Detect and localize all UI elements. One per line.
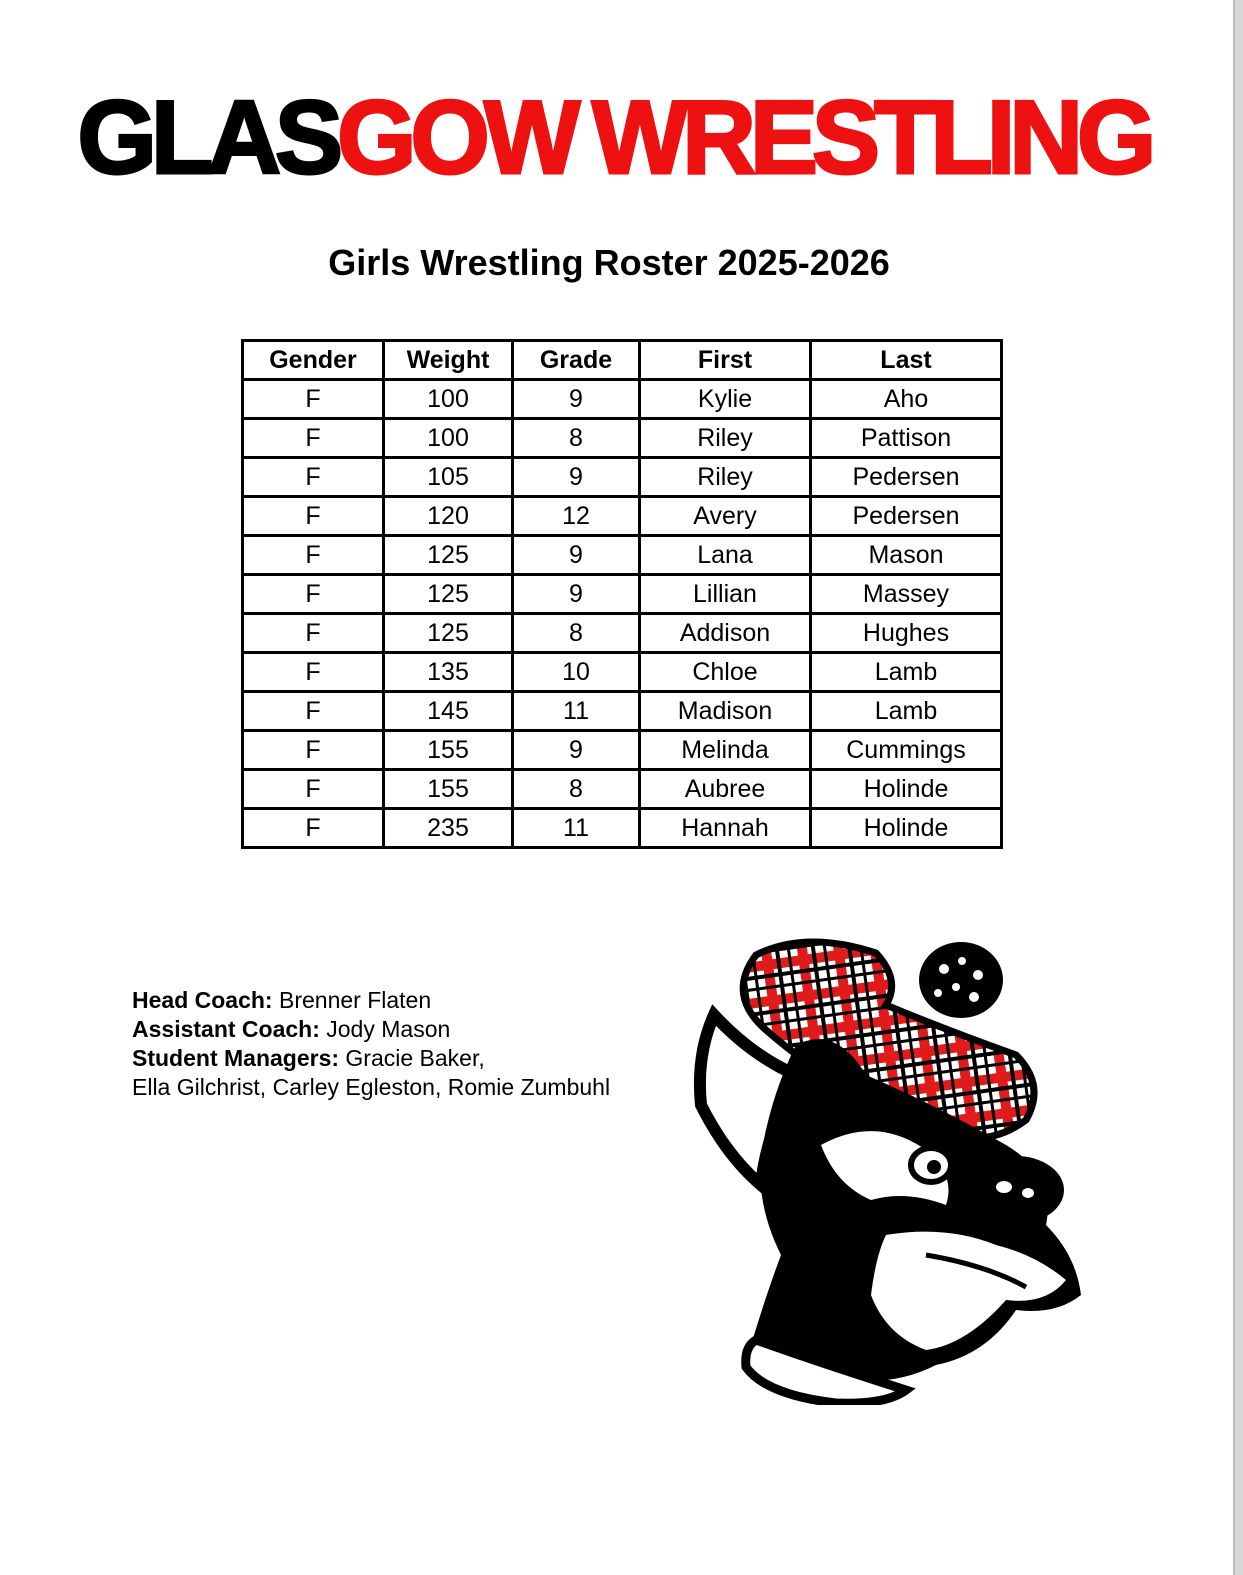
cell-last: Mason <box>811 536 1002 575</box>
cell-last: Pedersen <box>811 458 1002 497</box>
cell-grade: 11 <box>513 809 640 848</box>
cell-weight: 100 <box>384 380 513 419</box>
banner-part-1: GLAS <box>77 80 338 196</box>
table-body <box>243 380 1002 848</box>
cell-weight: 235 <box>384 809 513 848</box>
cell-last: Holinde <box>811 770 1002 809</box>
cell-grade: 11 <box>513 692 640 731</box>
cell-first: Riley <box>640 419 811 458</box>
cell-last: Hughes <box>811 614 1002 653</box>
cell-first: Kylie <box>640 380 811 419</box>
cell-last: Cummings <box>811 731 1002 770</box>
header-first: First <box>640 341 811 380</box>
roster-table <box>241 339 1003 849</box>
cell-first: Aubree <box>640 770 811 809</box>
assistant-coach-line <box>132 1015 610 1044</box>
table-row <box>243 809 1002 848</box>
scottie-dog-tam-icon <box>686 935 1096 1405</box>
cell-weight: 155 <box>384 770 513 809</box>
cell-first: Addison <box>640 614 811 653</box>
header-last: Last <box>811 341 1002 380</box>
cell-last: Aho <box>811 380 1002 419</box>
page-edge <box>1233 0 1243 1575</box>
cell-gender: F <box>243 497 384 536</box>
cell-gender: F <box>243 731 384 770</box>
cell-weight: 145 <box>384 692 513 731</box>
head-coach-name: Brenner Flaten <box>278 987 432 1013</box>
cell-grade: 9 <box>513 536 640 575</box>
cell-first: Chloe <box>640 653 811 692</box>
cell-gender: F <box>243 575 384 614</box>
cell-gender: F <box>243 809 384 848</box>
cell-gender: F <box>243 536 384 575</box>
head-coach-line <box>132 986 610 1015</box>
table-row <box>243 614 1002 653</box>
cell-first: Riley <box>640 458 811 497</box>
cell-grade: 8 <box>513 614 640 653</box>
cell-grade: 9 <box>513 458 640 497</box>
header-grade: Grade <box>513 341 640 380</box>
cell-weight: 105 <box>384 458 513 497</box>
table-row <box>243 653 1002 692</box>
table-row <box>243 419 1002 458</box>
banner-title <box>12 80 1215 196</box>
cell-grade: 9 <box>513 575 640 614</box>
cell-weight: 125 <box>384 614 513 653</box>
table-row <box>243 692 1002 731</box>
cell-gender: F <box>243 692 384 731</box>
cell-grade: 12 <box>513 497 640 536</box>
cell-grade: 8 <box>513 419 640 458</box>
assistant-coach-name: Jody Mason <box>326 1016 451 1042</box>
cell-first: Madison <box>640 692 811 731</box>
cell-grade: 9 <box>513 380 640 419</box>
cell-first: Lana <box>640 536 811 575</box>
cell-first: Avery <box>640 497 811 536</box>
header-weight: Weight <box>384 341 513 380</box>
banner-part-3: WRESTLING <box>591 80 1151 196</box>
cell-weight: 155 <box>384 731 513 770</box>
roster-title: Girls Wrestling Roster 2025-2026 <box>328 242 890 283</box>
cell-first: Melinda <box>640 731 811 770</box>
cell-weight: 120 <box>384 497 513 536</box>
cell-last: Holinde <box>811 809 1002 848</box>
managers-names-2: Ella Gilchrist, Carley Egleston, Romie Zumbuhl <box>132 1074 611 1100</box>
cell-gender: F <box>243 458 384 497</box>
cell-grade: 10 <box>513 653 640 692</box>
table-row <box>243 536 1002 575</box>
managers-names-1: Gracie Baker, <box>345 1045 485 1071</box>
assistant-coach-label: Assistant Coach: <box>132 1016 320 1042</box>
table-row <box>243 380 1002 419</box>
cell-last: Lamb <box>811 692 1002 731</box>
cell-gender: F <box>243 770 384 809</box>
table-row <box>243 497 1002 536</box>
cell-gender: F <box>243 419 384 458</box>
cell-weight: 135 <box>384 653 513 692</box>
cell-last: Pedersen <box>811 497 1002 536</box>
cell-weight: 125 <box>384 536 513 575</box>
cell-weight: 125 <box>384 575 513 614</box>
cell-gender: F <box>243 380 384 419</box>
head-coach-label: Head Coach: <box>132 987 273 1013</box>
managers-label: Student Managers: <box>132 1045 340 1071</box>
cell-gender: F <box>243 614 384 653</box>
table-row <box>243 575 1002 614</box>
table-row <box>243 731 1002 770</box>
cell-grade: 9 <box>513 731 640 770</box>
cell-weight: 100 <box>384 419 513 458</box>
cell-gender: F <box>243 653 384 692</box>
cell-first: Hannah <box>640 809 811 848</box>
cell-last: Lamb <box>811 653 1002 692</box>
banner-part-2: GOW <box>337 80 575 196</box>
cell-last: Massey <box>811 575 1002 614</box>
cell-last: Pattison <box>811 419 1002 458</box>
table-row <box>243 770 1002 809</box>
header-gender: Gender <box>243 341 384 380</box>
table-row <box>243 458 1002 497</box>
managers-line <box>132 1044 610 1073</box>
staff-list <box>132 986 610 1102</box>
cell-first: Lillian <box>640 575 811 614</box>
cell-grade: 8 <box>513 770 640 809</box>
table-header-row <box>243 341 1002 380</box>
